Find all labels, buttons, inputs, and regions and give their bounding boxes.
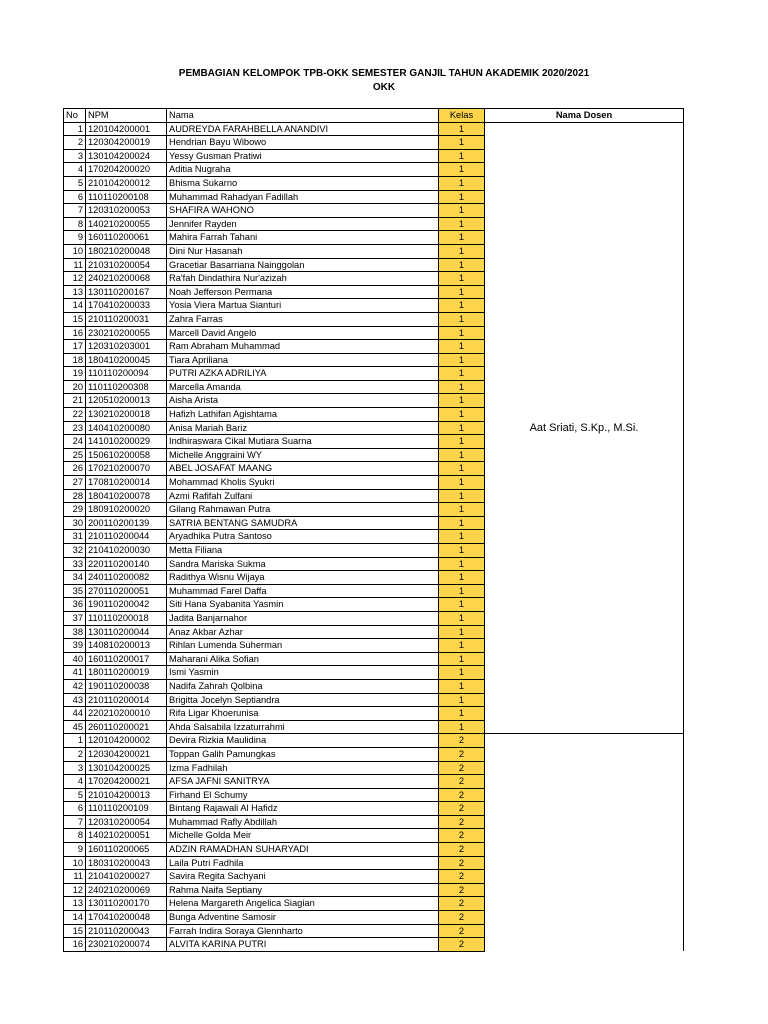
row-npm: 210104200013 <box>86 788 167 802</box>
row-kelas: 1 <box>439 720 485 734</box>
row-npm: 210104200012 <box>86 176 167 190</box>
row-kelas: 1 <box>439 394 485 408</box>
row-npm: 220210200010 <box>86 707 167 721</box>
row-no: 4 <box>64 163 86 177</box>
row-kelas: 1 <box>439 584 485 598</box>
row-nama: Toppan Galih Pamungkas <box>167 747 439 761</box>
row-kelas: 2 <box>439 788 485 802</box>
row-npm: 170204200020 <box>86 163 167 177</box>
row-nama: Metta Filiana <box>167 544 439 558</box>
row-nama: Siti Hana Syabanita Yasmin <box>167 598 439 612</box>
row-kelas: 1 <box>439 380 485 394</box>
row-kelas: 1 <box>439 176 485 190</box>
row-kelas: 1 <box>439 544 485 558</box>
row-kelas: 1 <box>439 435 485 449</box>
row-npm: 210310200054 <box>86 258 167 272</box>
row-no: 20 <box>64 380 86 394</box>
row-nama: ALVITA KARINA PUTRI <box>167 938 439 952</box>
row-kelas: 1 <box>439 149 485 163</box>
row-npm: 160110200017 <box>86 652 167 666</box>
row-nama: ADZIN RAMADHAN SUHARYADI <box>167 843 439 857</box>
row-npm: 170210200070 <box>86 462 167 476</box>
row-npm: 180410200045 <box>86 353 167 367</box>
row-npm: 120310200054 <box>86 815 167 829</box>
row-nama: Aditia Nugraha <box>167 163 439 177</box>
row-nama: ABEL JOSAFAT MAANG <box>167 462 439 476</box>
row-kelas: 1 <box>439 693 485 707</box>
row-nama: Bunga Adventine Samosir <box>167 911 439 925</box>
row-kelas: 1 <box>439 679 485 693</box>
row-nama: Michelle Golda Meir <box>167 829 439 843</box>
row-kelas: 1 <box>439 163 485 177</box>
table-row <box>64 734 684 748</box>
row-kelas: 1 <box>439 421 485 435</box>
row-no: 32 <box>64 544 86 558</box>
header-row <box>64 109 684 123</box>
header-nama-dosen: Nama Dosen <box>485 109 684 123</box>
row-npm: 110110200109 <box>86 802 167 816</box>
row-nama: Hafizh Lathifan Agishtama <box>167 408 439 422</box>
row-nama: Ismi Yasmin <box>167 666 439 680</box>
row-kelas: 2 <box>439 775 485 789</box>
row-npm: 110110200308 <box>86 380 167 394</box>
row-no: 12 <box>64 272 86 286</box>
row-no: 10 <box>64 244 86 258</box>
row-npm: 141010200029 <box>86 435 167 449</box>
row-kelas: 1 <box>439 408 485 422</box>
row-npm: 270110200051 <box>86 584 167 598</box>
row-no: 3 <box>64 149 86 163</box>
row-npm: 240210200069 <box>86 883 167 897</box>
row-kelas: 2 <box>439 870 485 884</box>
row-no: 1 <box>64 734 86 748</box>
row-no: 39 <box>64 639 86 653</box>
row-no: 27 <box>64 476 86 490</box>
row-npm: 210410200027 <box>86 870 167 884</box>
row-kelas: 1 <box>439 122 485 136</box>
row-npm: 220110200140 <box>86 557 167 571</box>
page-title: PEMBAGIAN KELOMPOK TPB-OKK SEMESTER GANJIL TAHUN AKADEMIK 2020/2021 <box>178 68 590 79</box>
row-nama: Laila Putri Fadhila <box>167 856 439 870</box>
row-nama: AUDREYDA FARAHBELLA ANANDIVI <box>167 122 439 136</box>
row-npm: 160110200065 <box>86 843 167 857</box>
row-nama: Mohammad Kholis Syukri <box>167 476 439 490</box>
row-kelas: 1 <box>439 598 485 612</box>
row-npm: 240210200068 <box>86 272 167 286</box>
row-npm: 130210200018 <box>86 408 167 422</box>
row-kelas: 1 <box>439 611 485 625</box>
row-nama: Ra'fah Dindathira Nur'azizah <box>167 272 439 286</box>
row-npm: 240110200082 <box>86 571 167 585</box>
row-kelas: 1 <box>439 448 485 462</box>
row-npm: 170810200014 <box>86 476 167 490</box>
row-npm: 120104200001 <box>86 122 167 136</box>
row-no: 9 <box>64 843 86 857</box>
row-kelas: 1 <box>439 244 485 258</box>
row-no: 21 <box>64 394 86 408</box>
row-nama: Anaz Akbar Azhar <box>167 625 439 639</box>
dosen-cell <box>485 734 684 952</box>
row-npm: 200110200139 <box>86 516 167 530</box>
row-nama: Firhand El Schumy <box>167 788 439 802</box>
row-nama: Tiara Apriliana <box>167 353 439 367</box>
row-kelas: 1 <box>439 136 485 150</box>
row-nama: Muhammad Rahadyan Fadillah <box>167 190 439 204</box>
row-npm: 140810200013 <box>86 639 167 653</box>
row-nama: Ram Abraham Muhammad <box>167 340 439 354</box>
row-nama: Izma Fadhilah <box>167 761 439 775</box>
row-npm: 140210200051 <box>86 829 167 843</box>
row-kelas: 1 <box>439 625 485 639</box>
row-kelas: 1 <box>439 639 485 653</box>
row-no: 6 <box>64 802 86 816</box>
row-nama: Anisa Mariah Bariz <box>167 421 439 435</box>
row-nama: AFSA JAFNI SANITRYA <box>167 775 439 789</box>
row-nama: Noah Jefferson Permana <box>167 285 439 299</box>
row-no: 3 <box>64 761 86 775</box>
row-no: 13 <box>64 285 86 299</box>
row-npm: 130110200167 <box>86 285 167 299</box>
row-npm: 210110200031 <box>86 312 167 326</box>
row-npm: 120304200019 <box>86 136 167 150</box>
row-kelas: 1 <box>439 353 485 367</box>
row-npm: 230210200055 <box>86 326 167 340</box>
row-npm: 180310200043 <box>86 856 167 870</box>
row-npm: 130110200044 <box>86 625 167 639</box>
header-kelas: Kelas <box>439 109 485 123</box>
row-kelas: 2 <box>439 815 485 829</box>
row-kelas: 1 <box>439 326 485 340</box>
row-no: 34 <box>64 571 86 585</box>
row-no: 41 <box>64 666 86 680</box>
row-no: 2 <box>64 747 86 761</box>
row-kelas: 1 <box>439 340 485 354</box>
row-no: 12 <box>64 883 86 897</box>
row-npm: 230210200074 <box>86 938 167 952</box>
row-nama: Marcella Amanda <box>167 380 439 394</box>
row-no: 2 <box>64 136 86 150</box>
row-nama: Nadifa Zahrah Qolbina <box>167 679 439 693</box>
row-npm: 190110200042 <box>86 598 167 612</box>
row-no: 13 <box>64 897 86 911</box>
row-nama: Gilang Rahmawan Putra <box>167 503 439 517</box>
row-nama: Zahra Farras <box>167 312 439 326</box>
row-no: 45 <box>64 720 86 734</box>
row-no: 7 <box>64 815 86 829</box>
row-no: 6 <box>64 190 86 204</box>
row-no: 36 <box>64 598 86 612</box>
row-npm: 180210200048 <box>86 244 167 258</box>
row-npm: 140210200055 <box>86 217 167 231</box>
row-nama: Muhammad Farel Daffa <box>167 584 439 598</box>
dosen-cell: Aat Sriati, S.Kp., M.Si. <box>485 122 684 734</box>
row-no: 18 <box>64 353 86 367</box>
row-kelas: 2 <box>439 924 485 938</box>
row-npm: 180410200078 <box>86 489 167 503</box>
row-no: 43 <box>64 693 86 707</box>
row-kelas: 1 <box>439 204 485 218</box>
row-npm: 120310200053 <box>86 204 167 218</box>
row-no: 7 <box>64 204 86 218</box>
row-npm: 180910200020 <box>86 503 167 517</box>
row-nama: Radithya Wisnu Wijaya <box>167 571 439 585</box>
row-no: 14 <box>64 299 86 313</box>
row-nama: Marcell David Angelo <box>167 326 439 340</box>
row-nama: Sandra Mariska Sukma <box>167 557 439 571</box>
row-no: 5 <box>64 788 86 802</box>
row-kelas: 1 <box>439 258 485 272</box>
row-nama: Gracetiar Basarriana Nainggolan <box>167 258 439 272</box>
row-no: 16 <box>64 326 86 340</box>
row-nama: Azmi Rafifah Zulfani <box>167 489 439 503</box>
row-nama: Bhisma Sukarno <box>167 176 439 190</box>
row-kelas: 2 <box>439 883 485 897</box>
row-npm: 210110200043 <box>86 924 167 938</box>
row-nama: Ahda Salsabila Izzaturrahmi <box>167 720 439 734</box>
row-npm: 170410200048 <box>86 911 167 925</box>
row-kelas: 1 <box>439 503 485 517</box>
row-kelas: 2 <box>439 734 485 748</box>
row-no: 37 <box>64 611 86 625</box>
row-kelas: 1 <box>439 285 485 299</box>
row-no: 42 <box>64 679 86 693</box>
row-npm: 130110200170 <box>86 897 167 911</box>
row-no: 29 <box>64 503 86 517</box>
row-npm: 120304200021 <box>86 747 167 761</box>
row-no: 15 <box>64 924 86 938</box>
row-nama: Farrah Indira Soraya Glennharto <box>167 924 439 938</box>
row-no: 8 <box>64 217 86 231</box>
row-no: 25 <box>64 448 86 462</box>
row-npm: 190110200038 <box>86 679 167 693</box>
row-nama: Savira Regita Sachyani <box>167 870 439 884</box>
row-npm: 120104200002 <box>86 734 167 748</box>
row-kelas: 1 <box>439 367 485 381</box>
row-kelas: 2 <box>439 856 485 870</box>
row-kelas: 1 <box>439 217 485 231</box>
row-kelas: 2 <box>439 761 485 775</box>
row-npm: 180110200019 <box>86 666 167 680</box>
row-no: 9 <box>64 231 86 245</box>
row-kelas: 1 <box>439 231 485 245</box>
row-nama: Yessy Gusman Pratiwi <box>167 149 439 163</box>
row-kelas: 1 <box>439 530 485 544</box>
row-no: 10 <box>64 856 86 870</box>
row-no: 35 <box>64 584 86 598</box>
table-body <box>64 122 684 951</box>
row-nama: Rifa Ligar Khoerunisa <box>167 707 439 721</box>
row-no: 30 <box>64 516 86 530</box>
row-nama: Brigitta Jocelyn Septiandra <box>167 693 439 707</box>
row-no: 17 <box>64 340 86 354</box>
row-no: 24 <box>64 435 86 449</box>
row-kelas: 1 <box>439 557 485 571</box>
row-nama: Jadita Banjarnahor <box>167 611 439 625</box>
row-kelas: 1 <box>439 476 485 490</box>
row-kelas: 1 <box>439 707 485 721</box>
row-no: 38 <box>64 625 86 639</box>
header-nama: Nama <box>167 109 439 123</box>
row-kelas: 2 <box>439 938 485 952</box>
row-no: 11 <box>64 258 86 272</box>
row-no: 40 <box>64 652 86 666</box>
row-nama: PUTRI AZKA ADRILIYA <box>167 367 439 381</box>
row-no: 26 <box>64 462 86 476</box>
row-nama: Bintang Rajawali Al Hafidz <box>167 802 439 816</box>
row-kelas: 1 <box>439 190 485 204</box>
row-nama: Maharani Alika Sofian <box>167 652 439 666</box>
row-nama: Aryadhika Putra Santoso <box>167 530 439 544</box>
table-row <box>64 122 684 136</box>
row-kelas: 1 <box>439 571 485 585</box>
row-no: 23 <box>64 421 86 435</box>
student-table <box>63 108 684 952</box>
row-npm: 160110200061 <box>86 231 167 245</box>
row-kelas: 1 <box>439 312 485 326</box>
row-nama: Yosia Viera Martua Sianturi <box>167 299 439 313</box>
row-kelas: 1 <box>439 299 485 313</box>
row-kelas: 1 <box>439 666 485 680</box>
row-nama: Michelle Anggraini WY <box>167 448 439 462</box>
header-no: No <box>64 109 86 123</box>
row-npm: 170410200033 <box>86 299 167 313</box>
row-nama: Indhiraswara Cikal Mutiara Suarna <box>167 435 439 449</box>
row-npm: 210110200014 <box>86 693 167 707</box>
row-nama: Dini Nur Hasanah <box>167 244 439 258</box>
row-no: 5 <box>64 176 86 190</box>
row-kelas: 1 <box>439 489 485 503</box>
page-subtitle: OKK <box>372 82 396 93</box>
row-npm: 150610200058 <box>86 448 167 462</box>
row-npm: 130104200025 <box>86 761 167 775</box>
row-nama: Muhammad Rafly Abdillah <box>167 815 439 829</box>
row-kelas: 2 <box>439 911 485 925</box>
row-npm: 140410200080 <box>86 421 167 435</box>
row-kelas: 1 <box>439 462 485 476</box>
row-kelas: 2 <box>439 747 485 761</box>
row-no: 31 <box>64 530 86 544</box>
row-npm: 210410200030 <box>86 544 167 558</box>
header-npm: NPM <box>86 109 167 123</box>
row-no: 33 <box>64 557 86 571</box>
row-no: 15 <box>64 312 86 326</box>
row-nama: Mahira Farrah Tahani <box>167 231 439 245</box>
row-no: 11 <box>64 870 86 884</box>
row-no: 22 <box>64 408 86 422</box>
row-kelas: 2 <box>439 843 485 857</box>
row-npm: 120310203001 <box>86 340 167 354</box>
row-no: 16 <box>64 938 86 952</box>
row-nama: Hendrian Bayu Wibowo <box>167 136 439 150</box>
row-no: 19 <box>64 367 86 381</box>
row-no: 4 <box>64 775 86 789</box>
row-no: 8 <box>64 829 86 843</box>
row-kelas: 1 <box>439 516 485 530</box>
row-nama: Devira Rizkia Maulidina <box>167 734 439 748</box>
row-npm: 130104200024 <box>86 149 167 163</box>
row-nama: Helena Margareth Angelica Siagian <box>167 897 439 911</box>
row-nama: Jennifer Rayden <box>167 217 439 231</box>
row-no: 14 <box>64 911 86 925</box>
row-kelas: 1 <box>439 272 485 286</box>
row-npm: 110110200018 <box>86 611 167 625</box>
row-npm: 260110200021 <box>86 720 167 734</box>
row-kelas: 1 <box>439 652 485 666</box>
row-nama: SATRIA BENTANG SAMUDRA <box>167 516 439 530</box>
row-nama: SHAFIRA WAHONO <box>167 204 439 218</box>
row-nama: Rihlan Lumenda Suherman <box>167 639 439 653</box>
row-npm: 170204200021 <box>86 775 167 789</box>
row-npm: 110110200108 <box>86 190 167 204</box>
row-npm: 120510200013 <box>86 394 167 408</box>
row-nama: Aisha Arista <box>167 394 439 408</box>
row-no: 44 <box>64 707 86 721</box>
row-kelas: 2 <box>439 829 485 843</box>
row-npm: 210110200044 <box>86 530 167 544</box>
row-npm: 110110200094 <box>86 367 167 381</box>
row-no: 1 <box>64 122 86 136</box>
row-kelas: 2 <box>439 802 485 816</box>
row-nama: Rahma Naifa Septiany <box>167 883 439 897</box>
row-no: 28 <box>64 489 86 503</box>
row-kelas: 2 <box>439 897 485 911</box>
